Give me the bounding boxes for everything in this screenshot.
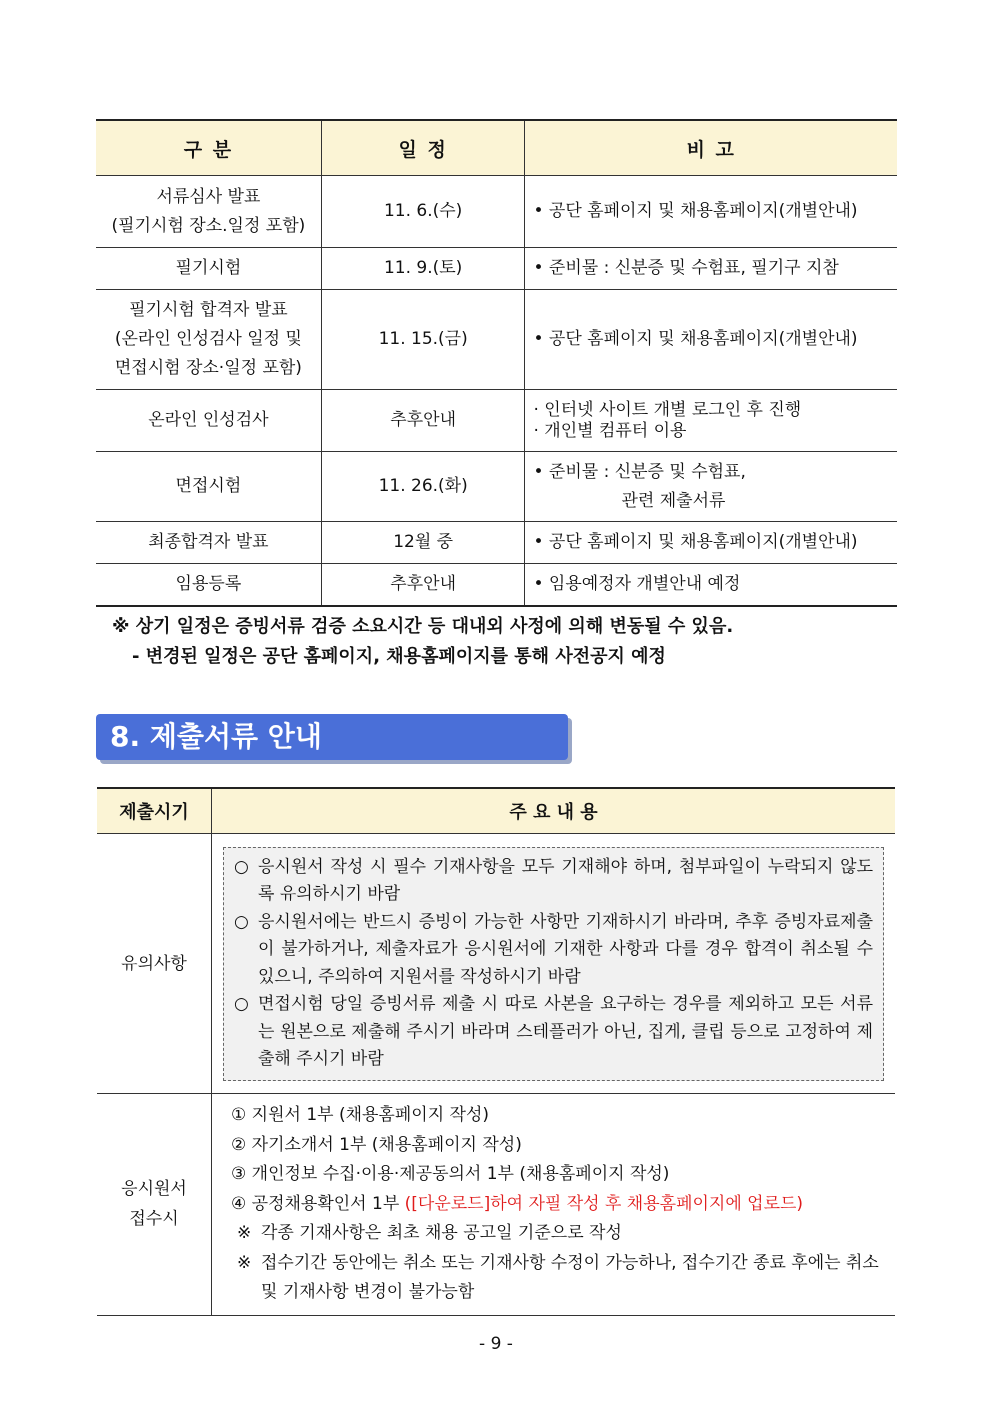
remark-line: • 준비물 : 신분증 및 수험표, 필기구 지참 xyxy=(533,258,839,278)
caution-box xyxy=(223,847,884,1081)
remark-line: • 임용예정자 개별안내 예정 xyxy=(533,573,741,594)
header-remarks: 비 고 xyxy=(525,120,897,176)
schedule-header-row xyxy=(96,120,897,176)
schedule-remark xyxy=(525,390,897,452)
application-item-3: ③ 개인정보 수집·이용·제공동의서 1부 (채용홈페이지 작성) xyxy=(231,1164,670,1184)
schedule-date: 11. 6.(수) xyxy=(321,176,525,248)
header-date: 일 정 xyxy=(321,120,525,176)
schedule-date: 11. 26.(화) xyxy=(321,452,525,522)
stage-line: 임용등록 xyxy=(175,573,242,594)
schedule-row xyxy=(96,390,897,452)
application-list xyxy=(213,1095,894,1314)
stage-line: 면접시험 장소·일정 포함) xyxy=(114,358,302,378)
schedule-row xyxy=(96,452,897,522)
application-item-1: ① 지원서 1부 (채용홈페이지 작성) xyxy=(231,1105,489,1125)
ref-text: 접수기간 동안에는 취소 또는 기재사항 수정이 가능하나, 접수기간 종료 후에는 취소 및 기재사항 변경이 불가능함 xyxy=(261,1252,879,1302)
caution-item xyxy=(234,909,873,992)
schedule-remark xyxy=(525,522,897,564)
stage-line: 필기시험 합격자 발표 xyxy=(129,300,288,320)
caution-item xyxy=(234,854,873,909)
section-title: 8. 제출서류 안내 xyxy=(96,714,568,760)
schedule-row xyxy=(96,522,897,564)
remark-line: 관련 제출서류 xyxy=(621,490,726,511)
schedule-remark xyxy=(525,452,897,522)
schedule-stage xyxy=(96,564,321,606)
remark-line: • 공단 홈페이지 및 채용홈페이지(개별안내) xyxy=(533,201,858,221)
application-row xyxy=(97,1094,895,1316)
application-item-4-text: ④ 공정채용확인서 1부 xyxy=(231,1193,405,1214)
application-ref-2 xyxy=(231,1249,884,1308)
stage-line: 온라인 인성검사 xyxy=(148,410,269,430)
caution-label: 유의사항 xyxy=(97,834,212,1094)
schedule-remark xyxy=(525,176,897,248)
notice-line-2: - 변경된 일정은 공단 홈페이지, 채용홈페이지를 통해 사전공지 예정 xyxy=(132,646,666,667)
caution-row xyxy=(97,834,895,1094)
notice-line-1: ※ 상기 일정은 증빙서류 검증 소요시간 등 대내외 사정에 의해 변동될 수 있음. xyxy=(112,616,734,637)
remark-line: • 공단 홈페이지 및 채용홈페이지(개별안내) xyxy=(533,329,858,349)
caution-item xyxy=(234,991,873,1074)
schedule-date: 11. 15.(금) xyxy=(321,290,525,390)
caution-content xyxy=(212,834,896,1094)
stage-line: (온라인 인성검사 일정 및 xyxy=(114,329,302,349)
schedule-date: 추후안내 xyxy=(321,564,525,606)
circle-bullet-icon: ○ xyxy=(234,856,249,877)
caution-text: 면접시험 당일 증빙서류 제출 시 따로 사본을 요구하는 경우를 제외하고 모든 서류는 원본으로 제출해 주시기 바라며 스테플러가 아닌, 집게, 클립 등으로 고정하여 제출해 주시기 바람 xyxy=(258,994,873,1069)
caution-text: 응시원서 작성 시 필수 기재사항을 모두 기재해야 하며, 첨부파일이 누락되지 않도록 유의하시기 바람 xyxy=(258,856,873,904)
stage-line: 서류심사 발표 xyxy=(156,186,261,207)
ref-text: 각종 기재사항은 최초 채용 공고일 기준으로 작성 xyxy=(261,1223,622,1243)
application-label-line-2: 접수시 xyxy=(129,1209,179,1230)
documents-header-row xyxy=(97,788,895,834)
schedule-stage xyxy=(96,522,321,564)
application-item-2: ② 자기소개서 1부 (채용홈페이지 작성) xyxy=(231,1134,522,1155)
circle-bullet-icon: ○ xyxy=(234,911,249,932)
documents-table xyxy=(97,787,895,1316)
remark-line: • 준비물 : 신분증 및 수험표, xyxy=(533,461,746,482)
schedule-stage xyxy=(96,390,321,452)
remark-line: • 공단 홈페이지 및 채용홈페이지(개별안내) xyxy=(533,532,858,552)
schedule-stage xyxy=(96,452,321,522)
application-item-4-instruction: ([다운로드]하여 자필 작성 후 채용홈페이지에 업로드) xyxy=(404,1193,804,1214)
stage-line: (필기시험 장소.일정 포함) xyxy=(111,215,306,236)
stage-line: 필기시험 xyxy=(175,258,242,278)
schedule-date: 12월 중 xyxy=(321,522,525,564)
schedule-remark xyxy=(525,290,897,390)
circle-bullet-icon: ○ xyxy=(234,994,249,1014)
application-label xyxy=(97,1094,212,1316)
application-content xyxy=(212,1094,896,1316)
ref-mark: ※ xyxy=(237,1223,252,1243)
schedule-date: 추후안내 xyxy=(321,390,525,452)
schedule-row xyxy=(96,176,897,248)
schedule-row xyxy=(96,248,897,290)
application-label-line-1: 응시원서 xyxy=(121,1179,187,1200)
schedule-row xyxy=(96,564,897,606)
caution-text: 응시원서에는 반드시 증빙이 가능한 사항만 기재하시기 바라며, 추후 증빙자료제출이 불가하거나, 제출자료가 응시원서에 기재한 사항과 다를 경우 합격이 취소될 수 있으니, 주의하여 지원서를 작성하시기 바람 xyxy=(258,911,873,987)
stage-line: 면접시험 xyxy=(175,476,242,496)
header-main-content: 주 요 내 용 xyxy=(212,788,896,834)
schedule-remark xyxy=(525,248,897,290)
schedule-stage xyxy=(96,290,321,390)
schedule-stage xyxy=(96,176,321,248)
header-stage: 구 분 xyxy=(96,120,321,176)
stage-line: 최종합격자 발표 xyxy=(148,532,269,552)
header-submission-time: 제출시기 xyxy=(97,788,212,834)
application-ref-1 xyxy=(231,1219,884,1249)
schedule-remark xyxy=(525,564,897,606)
schedule-body xyxy=(96,176,897,606)
schedule-row xyxy=(96,290,897,390)
schedule-table xyxy=(96,119,897,607)
application-item-4 xyxy=(231,1190,884,1220)
remark-line: · 개인별 컴퓨터 이용 xyxy=(533,420,687,441)
remark-line: · 인터넷 사이트 개별 로그인 후 진행 xyxy=(533,399,802,420)
schedule-date: 11. 9.(토) xyxy=(321,248,525,290)
schedule-notice xyxy=(112,612,912,672)
page-number: - 9 - xyxy=(479,1334,513,1354)
ref-mark: ※ xyxy=(237,1252,252,1273)
schedule-stage xyxy=(96,248,321,290)
